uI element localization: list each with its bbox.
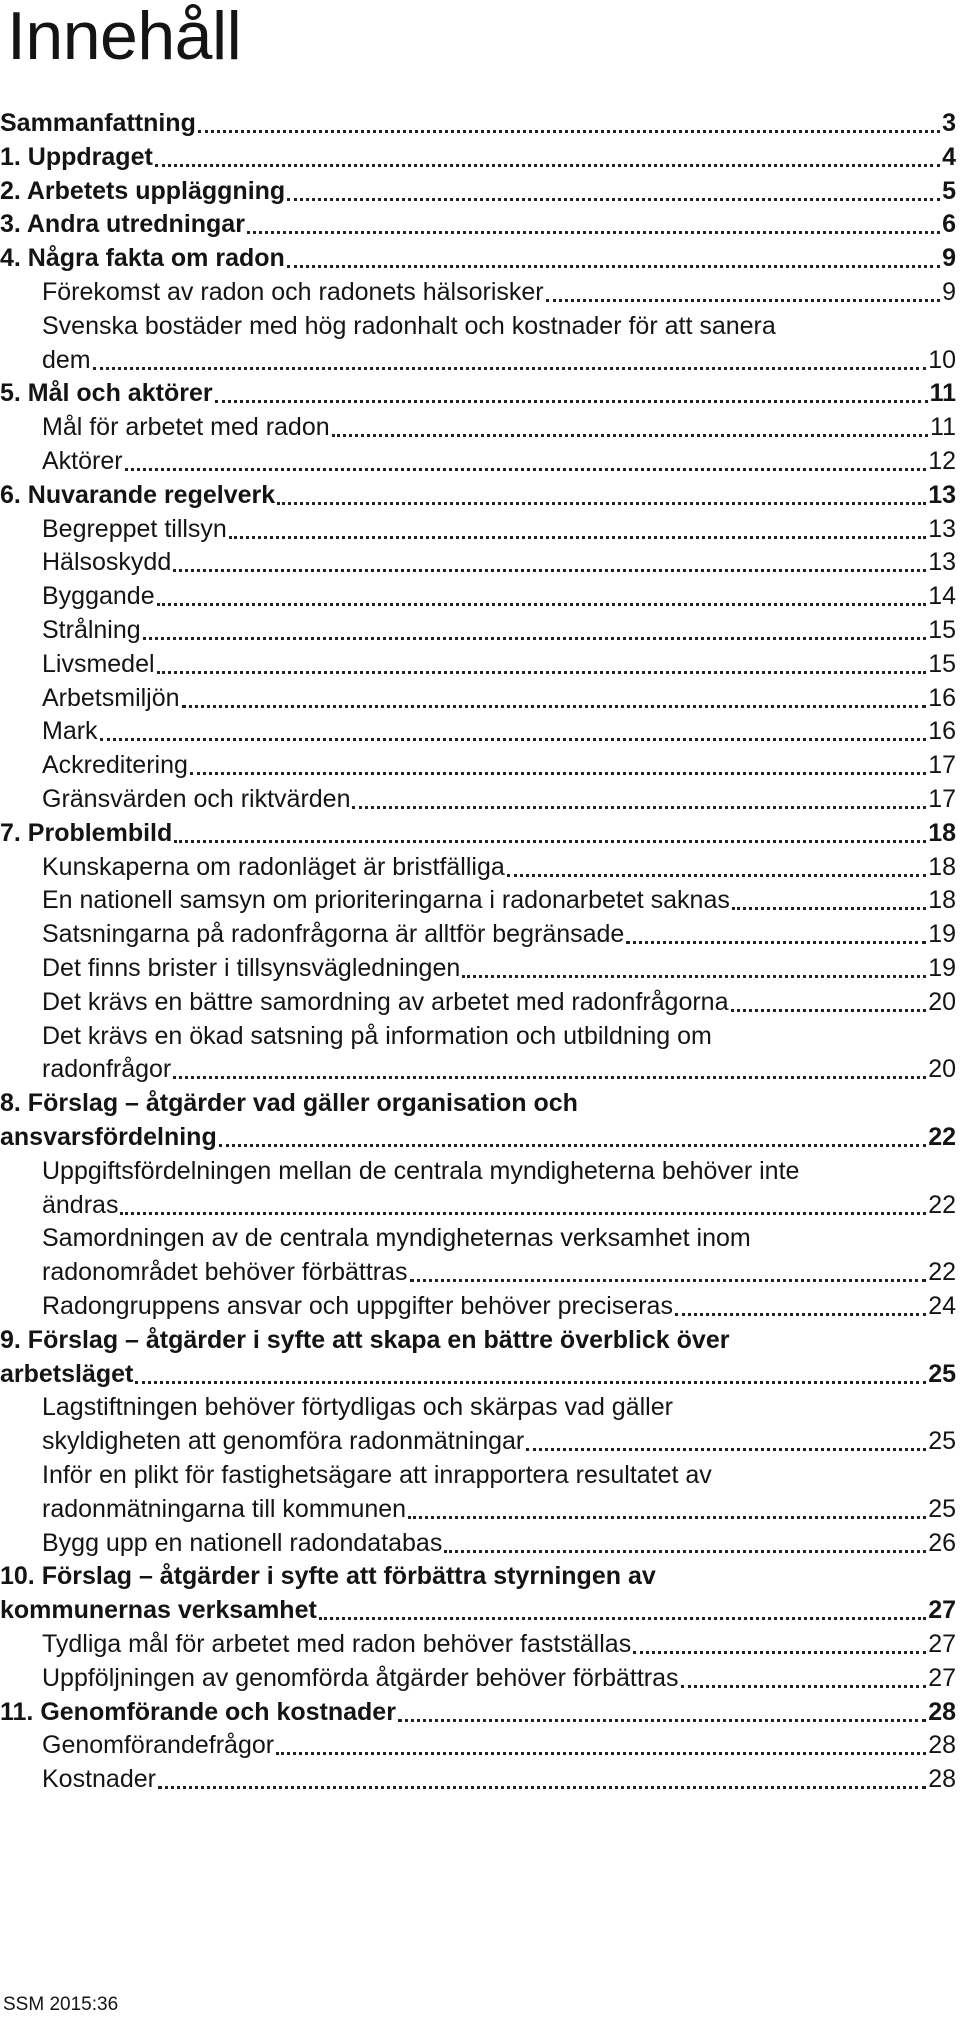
toc-entry-label: Bygg upp en nationell radondatabas [42,1528,443,1557]
toc-entry-page-number: 28 [928,1731,956,1760]
toc-entry-label: Arbetsmiljön [42,683,180,712]
dot-leader [125,468,927,471]
toc-entry-page-number: 9 [942,278,956,306]
dot-leader [319,1617,926,1620]
toc-entry-label: radonfrågor [42,1055,172,1084]
dot-leader [462,975,926,978]
toc-entry-label-line1: 10. Förslag – åtgärder i syfte att förbättra styrningen av [0,1562,656,1591]
toc-entry-label: Det finns brister i tillsynsvägledningen [42,954,461,982]
toc-entry-page-number: 15 [928,649,956,678]
toc-entry-label: radonområdet behöver förbättras [42,1258,408,1287]
toc-entry-label-line1: 9. Förslag – åtgärder i syfte att skapa en bättre överblick över [0,1325,730,1354]
toc-entry-page-number: 5 [942,176,956,205]
toc-entry-label: Radongruppens ansvar och uppgifter behöver preciseras [42,1292,673,1320]
toc-entry-label: 2. Arbetets uppläggning [0,176,286,205]
toc-entry-label: 1. Uppdraget [0,142,153,171]
toc-entry-label-line1: Inför en plikt för fastighetsägare att inrapportera resultatet av [42,1461,712,1489]
toc-entry-label-line1: Det krävs en ökad satsning på information och utbildning om [42,1021,712,1050]
toc-entry-page-number: 27 [928,1630,956,1658]
toc-entry-label: Genomförandefrågor [42,1731,275,1760]
toc-entry-label: kommunernas verksamhet [0,1596,317,1625]
toc-entry-label: Mål för arbetet med radon [42,413,330,442]
toc-entry-label: Livsmedel [42,649,155,678]
dot-leader [681,1685,927,1688]
toc-entry-page-number: 22 [928,1258,956,1287]
toc-entry-label: En nationell samsyn om prioriteringarna i radonarbetet saknas [42,886,730,915]
toc-entry-label: Kunskaperna om radonläget är bristfälliga [42,852,505,881]
toc-entry-label: Mark [42,717,98,746]
toc-entry-page-number: 22 [928,1122,956,1151]
dot-leader [182,705,927,708]
dot-leader [332,434,928,437]
toc-entry-page-number: 28 [928,1697,956,1726]
dot-leader [526,1448,926,1451]
dot-leader [155,164,940,167]
toc-entry-label: Uppföljningen av genomförda åtgärder behöver förbättras [42,1663,679,1692]
dot-leader [158,1786,926,1789]
toc-entry-label-line1: Svenska bostäder med hög radonhalt och kostnader för att sanera [42,311,776,340]
toc-entry-page-number: 9 [942,244,956,273]
toc-entry-page-number: 17 [928,785,956,813]
dot-leader [135,1381,926,1384]
dot-leader [215,400,928,403]
toc-entry-page-number: 22 [928,1190,956,1219]
dot-leader [398,1719,926,1722]
toc-entry-page-number: 24 [928,1292,956,1320]
toc-entry-label: 11. Genomförande och kostnader [0,1697,396,1726]
dot-leader [732,907,926,910]
toc-entry-page-number: 11 [930,413,956,442]
toc-entry-page-number: 3 [942,109,956,137]
toc-entry-page-number: 11 [929,379,956,408]
dot-leader [731,1009,927,1012]
toc-entry-page-number: 13 [928,480,956,509]
dot-leader [120,1212,926,1215]
toc-entry-page-number: 26 [928,1528,956,1557]
toc-entry-label: Gränsvärden och riktvärden [42,785,351,813]
toc-entry-label: Förekomst av radon och radonets hälsorisker [42,278,544,306]
toc-entry-label: Hälsoskydd [42,548,172,577]
toc-entry-label: skyldigheten att genomföra radonmätningar [42,1427,525,1456]
toc-entry-label: ändras [42,1190,119,1219]
dot-leader [247,231,940,234]
toc-entry-page-number: 18 [928,818,956,847]
toc-entry-label: 7. Problembild [0,818,173,847]
toc-entry-page-number: 16 [928,683,956,712]
toc-entry-label-line1: Lagstiftningen behöver förtydligas och skärpas vad gäller [42,1393,673,1422]
toc-entry-page-number: 14 [928,582,956,611]
toc-entry-label: 5. Mål och aktörer [0,379,213,408]
dot-leader [546,299,940,302]
toc-entry-page-number: 25 [928,1427,956,1456]
toc-entry-label-line1: Uppgiftsfördelningen mellan de centrala myndigheterna behöver inte [42,1156,800,1185]
toc-entry-page-number: 13 [928,548,956,577]
toc-entry-label: Begreppet tillsyn [42,514,227,543]
toc-entry-page-number: 6 [942,210,956,239]
toc-entry-label: 4. Några fakta om radon [0,244,285,273]
dot-leader [93,367,927,370]
toc-entry-page-number: 28 [928,1765,956,1794]
toc-entry-page-number: 27 [928,1663,956,1692]
dot-leader [157,671,927,674]
dot-leader [173,1076,926,1079]
toc-entry-page-number: 12 [928,447,956,475]
toc-entry-label: Kostnader [42,1765,156,1794]
toc-entry-label: arbetsläget [0,1359,134,1388]
toc-entry-label-line1: 8. Förslag – åtgärder vad gäller organisation och [0,1089,578,1118]
dot-leader [157,603,927,606]
page-title: Innehåll [7,0,242,74]
toc-entry-label: Byggande [42,582,155,611]
toc-entry-label: Satsningarna på radonfrågorna är alltför begränsade [42,920,625,949]
dot-leader [287,198,940,201]
toc-entry-page-number: 10 [928,345,956,374]
dot-leader [229,536,926,539]
toc-entry-page-number: 25 [928,1359,956,1388]
toc-entry-page-number: 15 [928,616,956,644]
toc-entry-page-number: 20 [928,1055,956,1084]
toc-entry-page-number: 17 [928,751,956,780]
toc-entry-label: Tydliga mål för arbetet med radon behöver fastställas [42,1630,632,1658]
toc-entry-label: 3. Andra utredningar [0,210,245,239]
toc-entry-label: radonmätningarna till kommunen [42,1494,407,1523]
dot-leader [408,1516,926,1519]
toc-entry-page-number: 18 [928,852,956,881]
toc-entry-label: Aktörer [42,447,123,475]
toc-entry-label-line1: Samordningen av de centrala myndigheternas verksamhet inom [42,1224,751,1253]
toc-entry-page-number: 19 [928,954,956,982]
dot-leader [198,130,940,133]
dot-leader [352,806,926,809]
toc-entry-page-number: 20 [928,987,956,1016]
toc-entry-page-number: 13 [928,514,956,543]
toc-entry-label: dem [42,345,91,374]
dot-leader [626,941,926,944]
dot-leader [219,1144,926,1147]
dot-leader [507,874,926,877]
toc-entry-label: Sammanfattning [0,109,196,137]
dot-leader [143,637,927,640]
toc-entry-label: Ackreditering [42,751,188,780]
toc-entry-page-number: 16 [928,717,956,746]
toc-entry-label: ansvarsfördelning [0,1122,217,1151]
dot-leader [276,1752,926,1755]
dot-leader [675,1313,926,1316]
dot-leader [174,840,926,843]
toc-entry-page-number: 19 [928,920,956,949]
dot-leader [444,1550,926,1553]
toc-entry-page-number: 4 [942,142,956,171]
toc-entry-page-number: 18 [928,886,956,915]
page-footer: SSM 2015:36 [3,1994,119,2015]
dot-leader [410,1279,927,1282]
dot-leader [633,1651,926,1654]
dot-leader [100,738,927,741]
toc-entry-label: 6. Nuvarande regelverk [0,480,276,509]
dot-leader [277,502,926,505]
dot-leader [190,772,926,775]
toc-entry-label: Det krävs en bättre samordning av arbetet med radonfrågorna [42,987,729,1016]
dot-leader [173,569,926,572]
dot-leader [287,265,940,268]
toc-entry-label: Strålning [42,616,141,644]
toc-entry-page-number: 25 [928,1494,956,1523]
toc-entry-page-number: 27 [928,1596,956,1625]
